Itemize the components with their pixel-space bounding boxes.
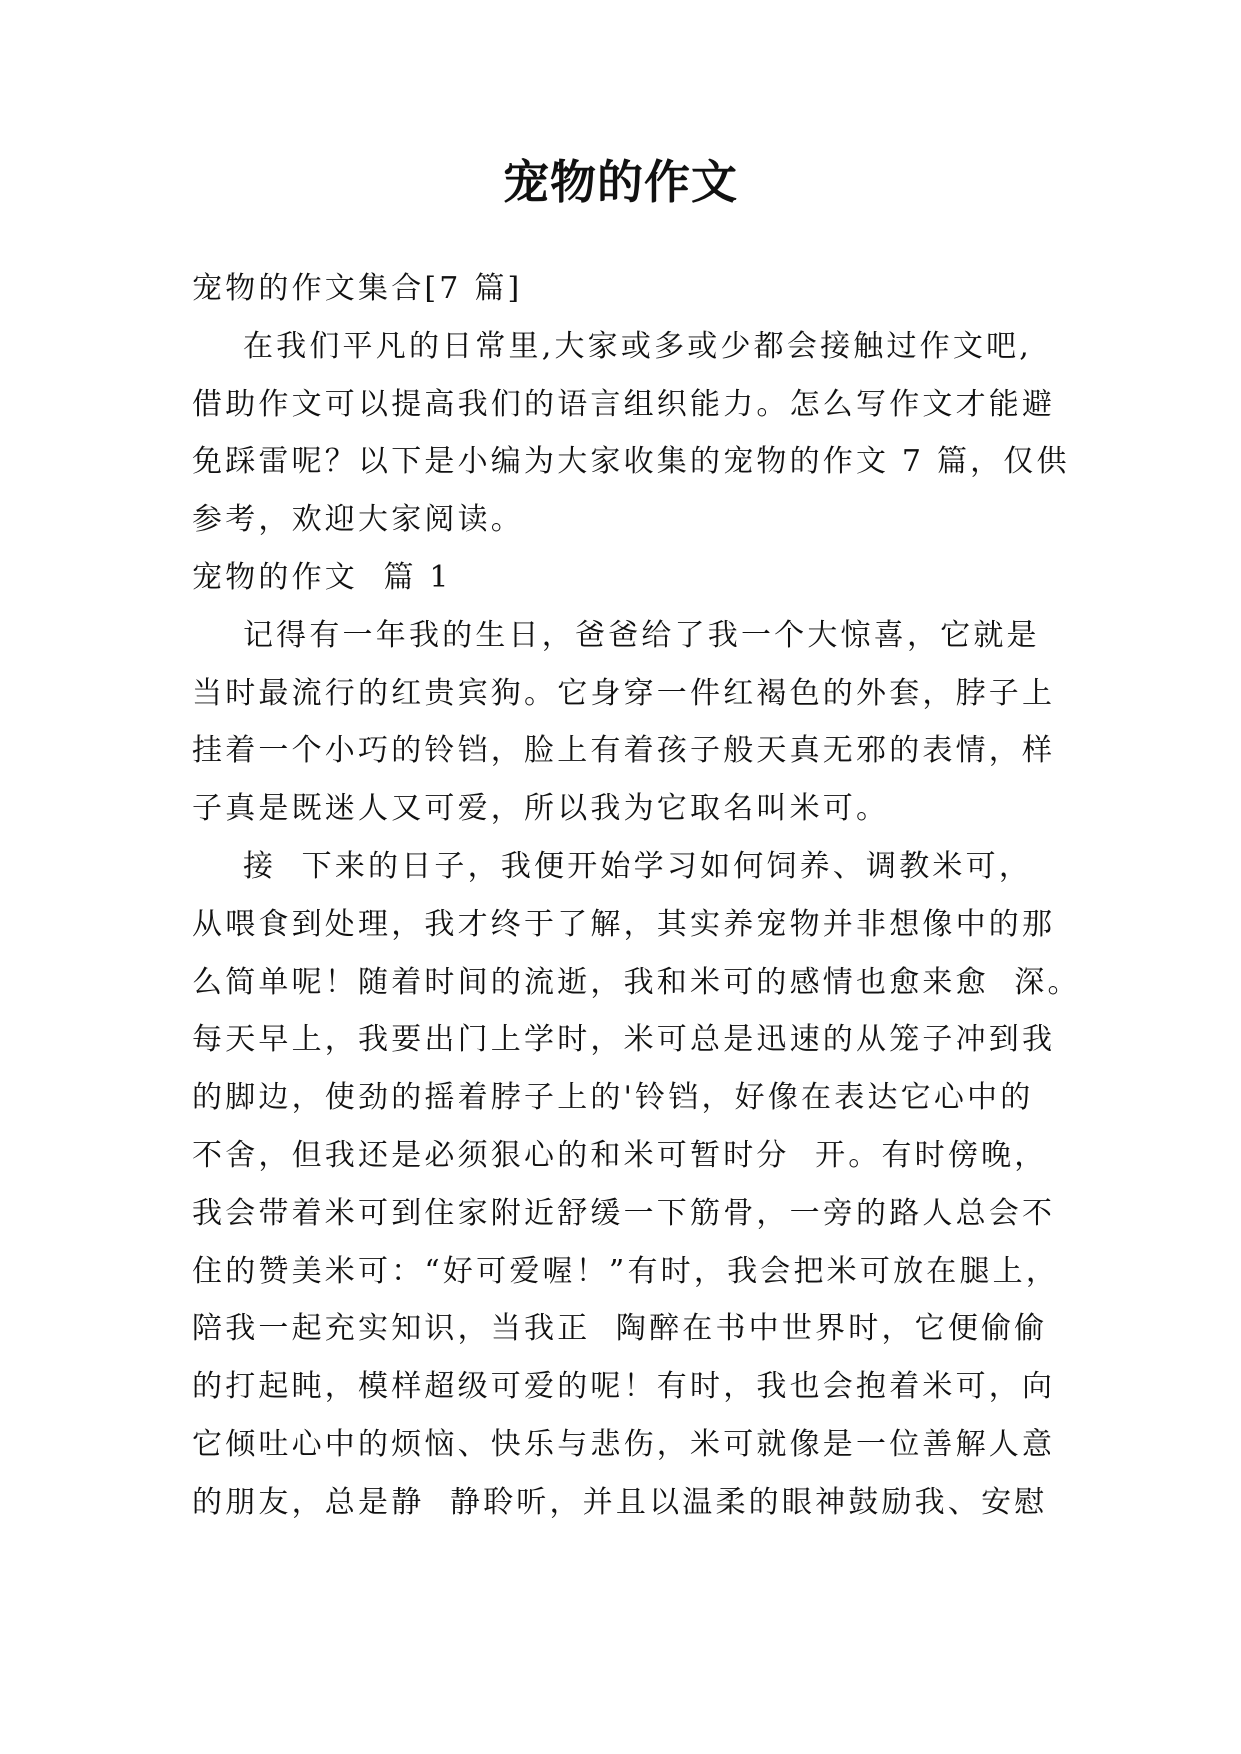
body-line: 在我们平凡的日常里,大家或多或少都会接触过作文吧, xyxy=(192,328,1033,364)
body-line: 么简单呢！随着时间的流逝，我和米可的感情也愈来愈 深。 xyxy=(192,964,1081,1000)
body-line: 不舍，但我还是必须狠心的和米可暂时分 开。有时傍晚， xyxy=(192,1137,1048,1173)
body-line: 当时最流行的红贵宾狗。它身穿一件红褐色的外套，脖子上 xyxy=(192,675,1056,711)
body-line: 挂着一个小巧的铃铛，脸上有着孩子般天真无邪的表情，样 xyxy=(192,733,1056,769)
body-line: 参考，欢迎大家阅读。 xyxy=(192,502,524,538)
document-title: 宠物的作文 xyxy=(503,155,738,209)
body-line: 陪我一起充实知识，当我正 陶醉在书中世界时，它便偷偷 xyxy=(192,1311,1048,1347)
section-heading: 宠物的作文集合[7 篇] xyxy=(192,271,523,306)
body-line: 从喂食到处理，我才终于了解，其实养宠物并非想像中的那 xyxy=(192,906,1056,942)
body-line: 的打起盹，模样超级可爱的呢！有时，我也会抱着米可，向 xyxy=(192,1369,1056,1405)
document-body xyxy=(192,260,1081,1532)
body-line: 的脚边，使劲的摇着脖子上的'铃铛，好像在表达它心中的 xyxy=(192,1080,1034,1116)
body-line: 免踩雷呢？以下是小编为大家收集的宠物的作文 7 篇，仅供 xyxy=(192,444,1070,480)
body-line: 子真是既迷人又可爱，所以我为它取名叫米可。 xyxy=(192,791,890,827)
body-line: 住的赞美米可：“好可爱喔！”有时，我会把米可放在腿上， xyxy=(192,1253,1060,1289)
body-line: 借助作文可以提高我们的语言组织能力。怎么写作文才能避 xyxy=(192,386,1056,422)
body-line: 我会带着米可到住家附近舒缓一下筋骨，一旁的路人总会不 xyxy=(192,1195,1056,1231)
body-line: 接 下来的日子，我便开始学习如何饲养、调教米可， xyxy=(192,848,1033,884)
section-heading: 宠物的作文 篇 1 xyxy=(192,559,452,595)
body-line: 的朋友，总是静 静聆听，并且以温柔的眼神鼓励我、安慰 xyxy=(192,1484,1048,1520)
body-line: 记得有一年我的生日，爸爸给了我一个大惊喜，它就是 xyxy=(192,617,1040,653)
body-line: 它倾吐心中的烦恼、快乐与悲伤，米可就像是一位善解人意 xyxy=(192,1426,1056,1462)
body-line: 每天早上，我要出门上学时，米可总是迅速的从笼子冲到我 xyxy=(192,1022,1056,1058)
